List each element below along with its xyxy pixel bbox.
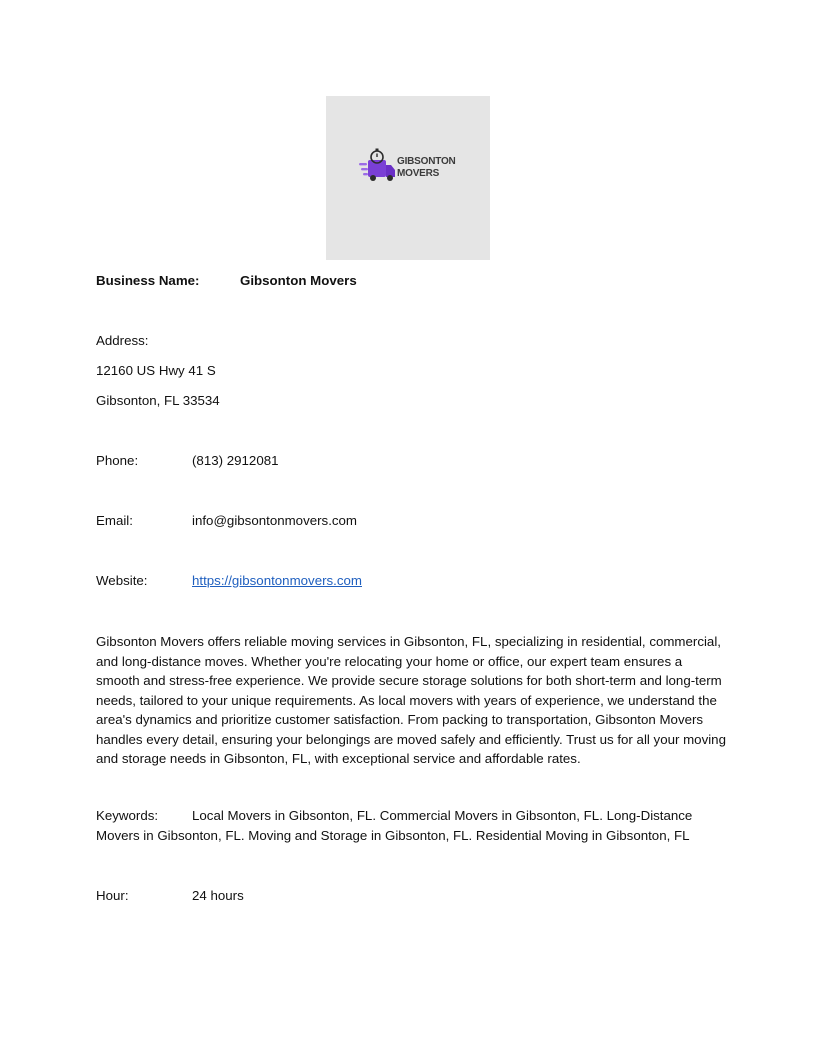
website-link[interactable]: https://gibsontonmovers.com: [192, 573, 362, 588]
website-label: Website:: [96, 573, 148, 588]
email-label: Email:: [96, 513, 133, 528]
hours-label: Hour:: [96, 888, 129, 903]
logo-wordmark: [397, 156, 456, 180]
business-name-value: Gibsonton Movers: [240, 273, 357, 288]
keywords-label: Keywords:: [96, 808, 159, 823]
logo-line-2: MOVERS: [397, 168, 440, 179]
business-name-label: Business Name:: [96, 273, 200, 288]
keywords-line-1: Local Movers in Gibsonton, FL. Commercial Movers in Gibsonton, FL. Long-Distance: [192, 808, 693, 823]
email-value: info@gibsontonmovers.com: [192, 513, 358, 528]
phone-label: Phone:: [96, 453, 139, 468]
moving-truck-icon: [359, 147, 399, 187]
keywords-line-2: Movers in Gibsonton, FL. Moving and Storage in Gibsonton, FL. Residential Moving in Gibsonton, FL: [96, 828, 690, 843]
hours-value: 24 hours: [192, 888, 244, 903]
logo-mark: [359, 147, 463, 187]
address-label: Address:: [96, 333, 149, 348]
business-description: Gibsonton Movers offers reliable moving services in Gibsonton, FL, specializing in residential, commercial, and long-distance moves. Whether you're relocating your home or office, our expert team ensures a smooth and stress-free experience. We provide secure storage solutions for both short-term and long-term needs, tailored to your unique requirements. As local movers with years of experience, we understand the area's dynamics and prioritize customer satisfaction. From packing to transportation, Gibsonton Movers handles every detail, ensuring your belongings are moved safely and efficiently. Trust us for all your moving and storage needs in Gibsonton, FL, with exceptional service and affordable rates.: [96, 634, 726, 766]
phone-value: (813) 2912081: [192, 453, 279, 468]
address-line-2: Gibsonton, FL 33534: [96, 393, 220, 408]
logo-line-1: GIBSONTON: [397, 156, 456, 167]
address-line-1: 12160 US Hwy 41 S: [96, 363, 216, 378]
company-logo: [326, 96, 490, 260]
